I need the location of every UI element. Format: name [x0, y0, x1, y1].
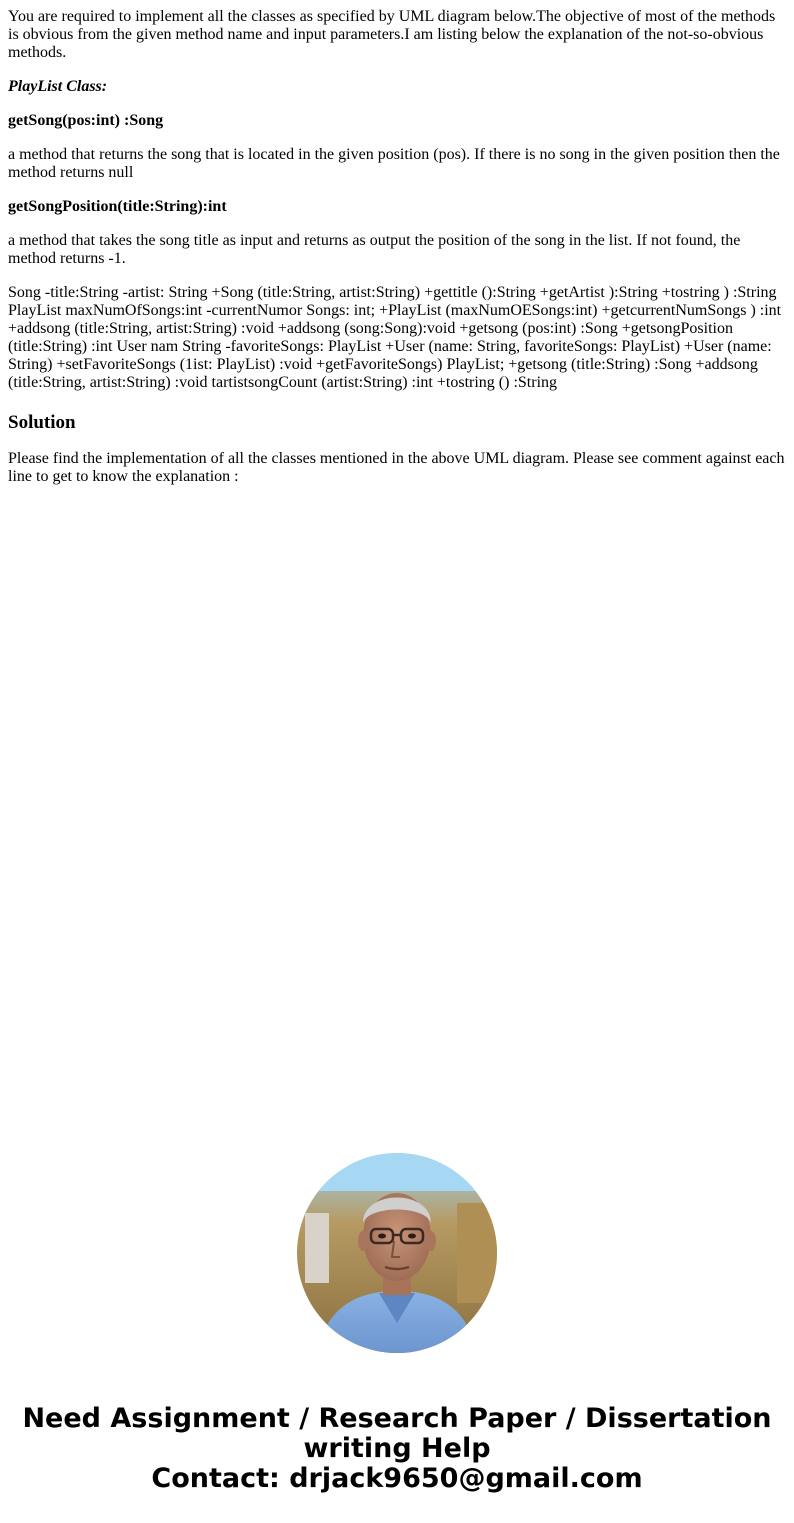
promo-banner	[0, 1404, 794, 1494]
method-description-getsongposition: a method that takes the song title as input and returns as output the position of the song in the list. If not found, the method returns -1.	[8, 232, 741, 267]
solution-heading: Solution	[8, 412, 76, 433]
avatar	[297, 1153, 497, 1353]
method-description-getsong: a method that returns the song that is located in the given position (pos). If there is no song in the given position then the method returns null	[8, 146, 780, 181]
promo-line-1: Need Assignment / Research Paper / Dissertation	[22, 1403, 772, 1434]
promo-contact: Contact: drjack9650@gmail.com	[151, 1463, 643, 1494]
playlist-class-heading: PlayList Class:	[8, 78, 108, 95]
method-signature-getsongposition: getSongPosition(title:String):int	[8, 198, 227, 215]
solution-paragraph: Please find the implementation of all the classes mentioned in the above UML diagram. Please see comment against each line to get to know the explanation :	[8, 450, 785, 485]
method-signature-getsong: getSong(pos:int) :Song	[8, 112, 164, 129]
uml-diagram-text: Song -title:String -artist: String +Song (title:String, artist:String) +gettitle ():String +getArtist ):String +tostring ) :String PlayList maxNumOfSongs:int -currentNumor Songs: int; +PlayList (maxNumOESongs:int) +getcurrentNumSongs ) :int +addsong (title:String, artist:String) :void +addsong (song:Song):void +getsong (pos:int) :Song +getsongPosition (title:String) :int User nam String -favoriteSongs: PlayList +User (name: String, favoriteSongs: PlayList) +User (name: String) +setFavoriteSongs (1ist: PlayList) :void +getFavoriteSongs) PlayList; +getsong (title:String) :Song +addsong (title:String, artist:String) :void tartistsongCount (artist:String) :int +tostring () :String	[8, 284, 782, 391]
promo-line-2: writing Help	[303, 1433, 491, 1464]
article-body	[8, 8, 786, 502]
person-photo-icon	[297, 1153, 497, 1353]
intro-paragraph: You are required to implement all the classes as specified by UML diagram below.The objective of most of the methods is obvious from the given method name and input parameters.I am listing below the explanation of the not-so-obvious methods.	[8, 8, 776, 61]
